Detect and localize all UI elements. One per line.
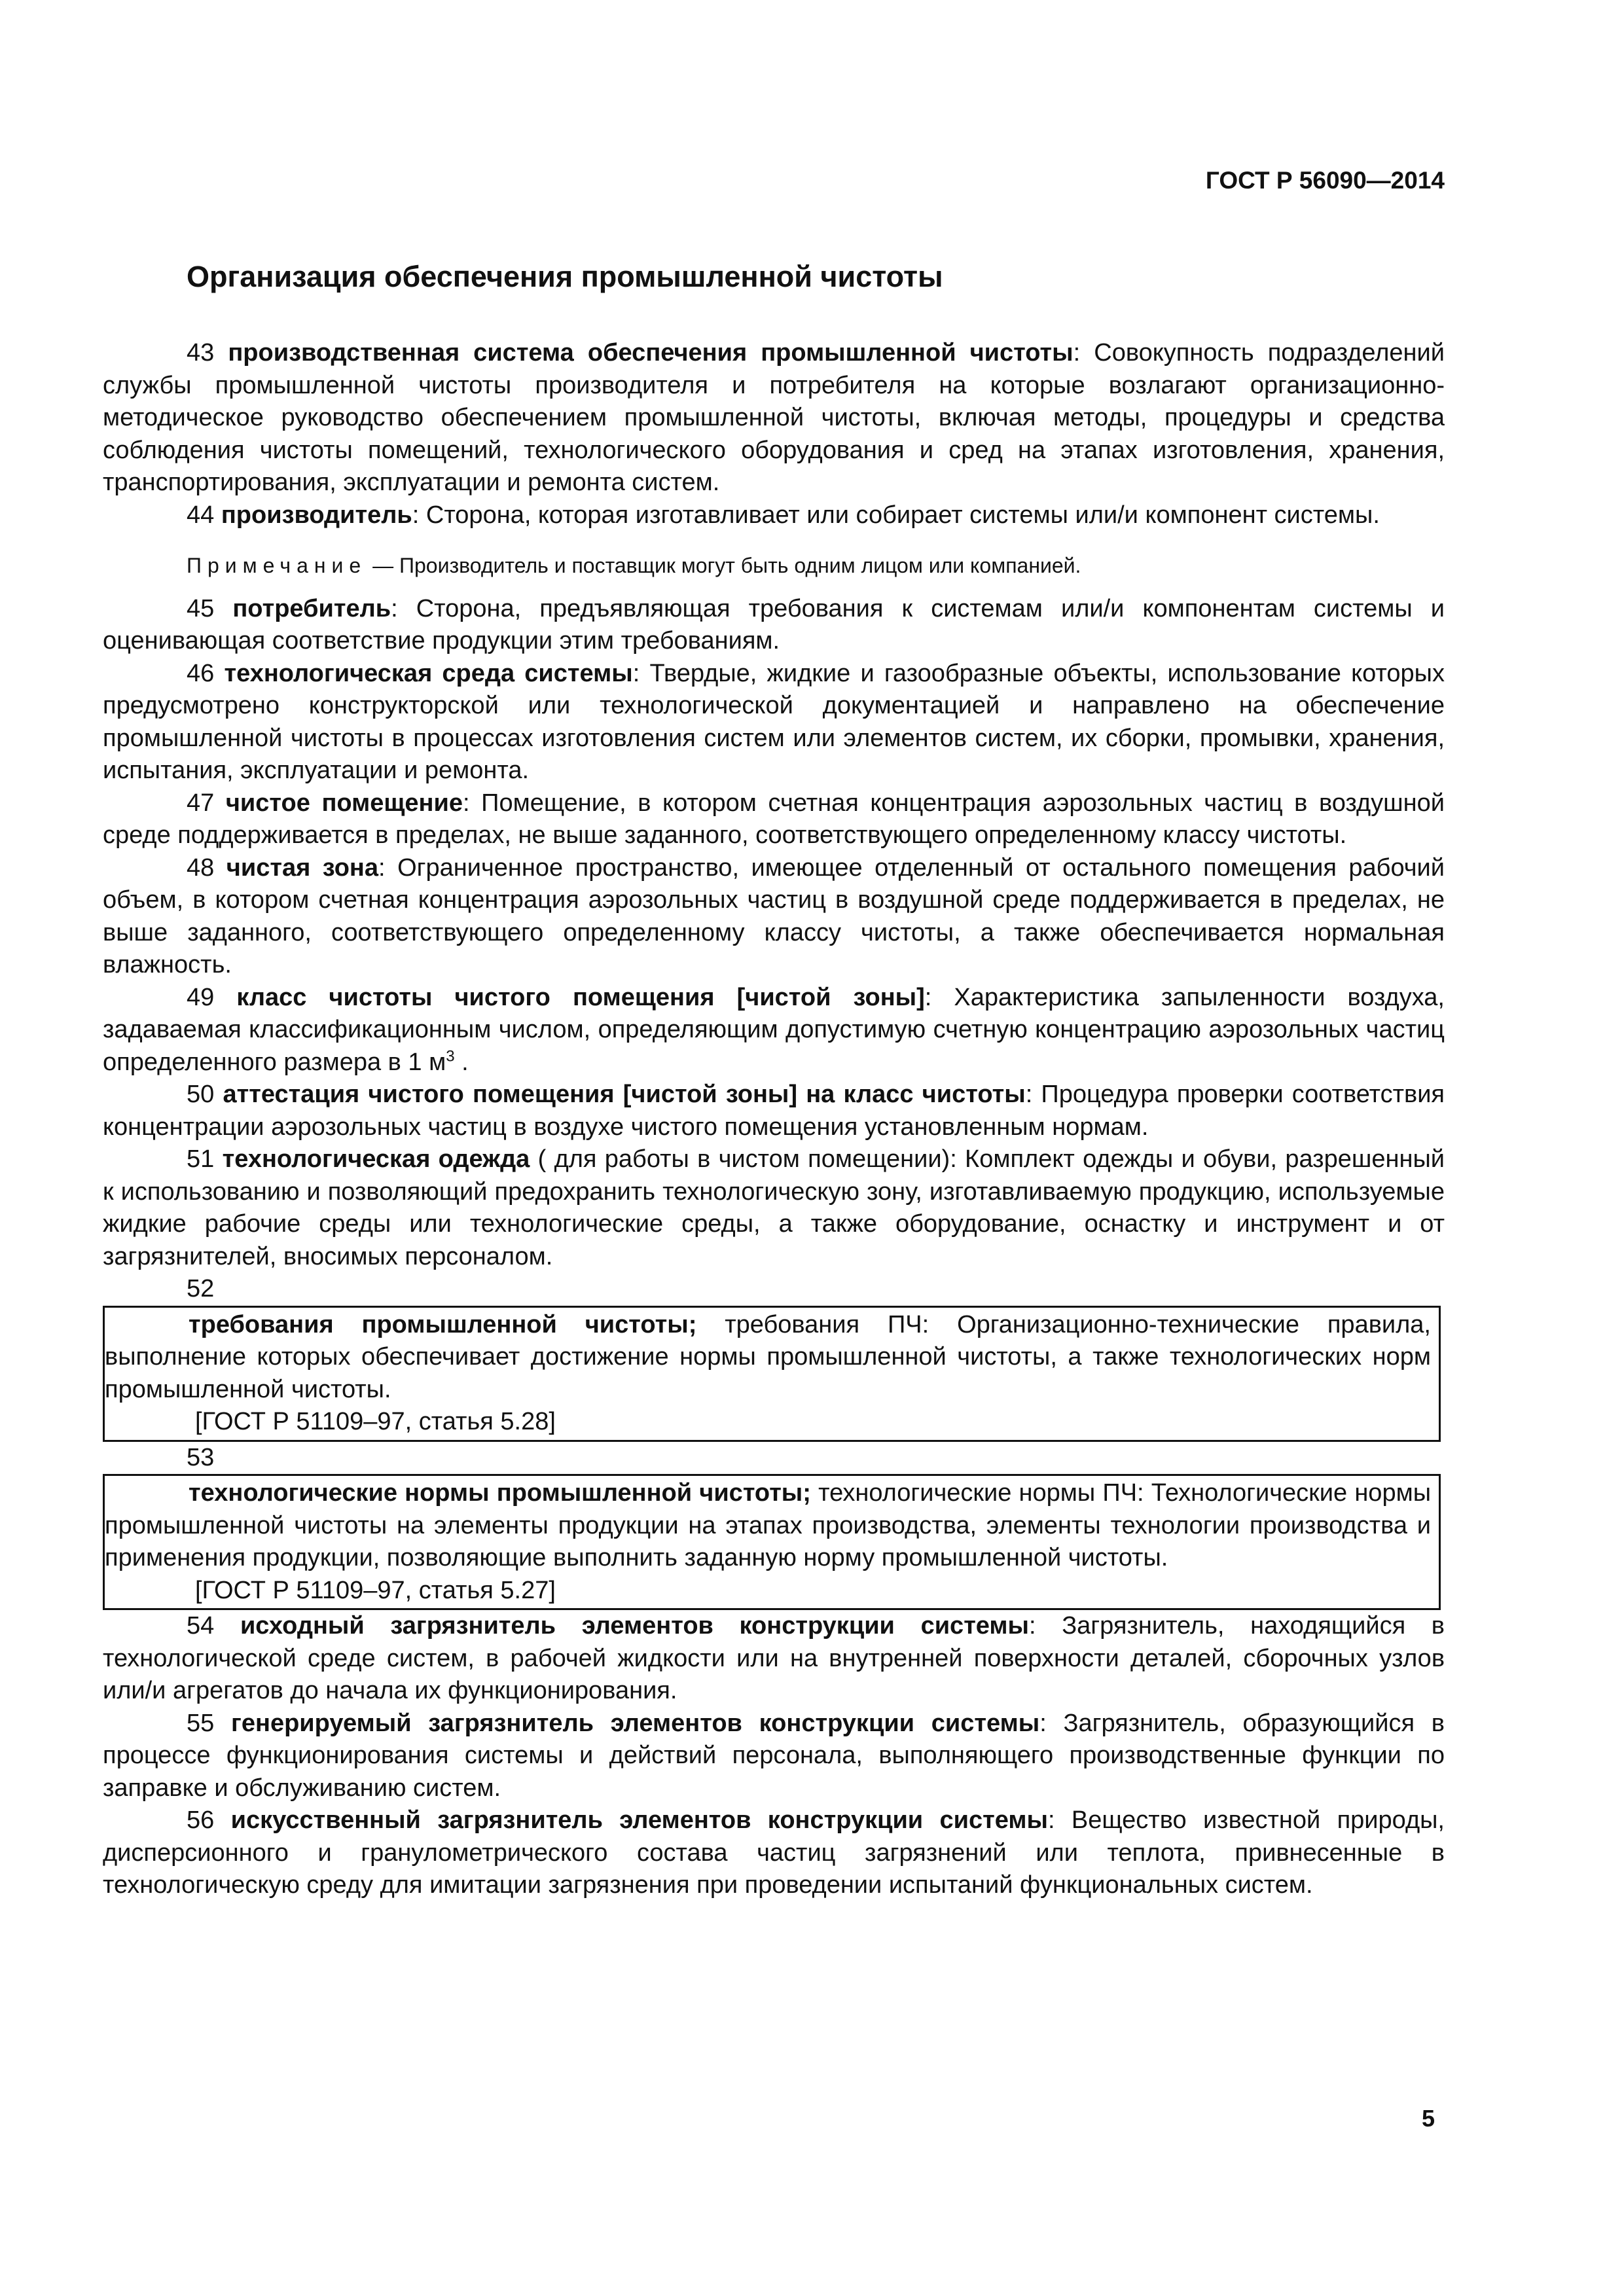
note-text: — Производитель и поставщик могут быть одним лицом или компанией. <box>367 554 1081 577</box>
superscript: 3 <box>446 1047 455 1065</box>
term: исходный загрязнитель элементов конструкции системы <box>240 1612 1029 1640</box>
entry-56: 56 искусственный загрязнитель элементов конструкции системы: Вещество известной природы, дисперсионного и гранулометрического состава частиц загрязнений или теплота, привнесенные в технологическую среду для имитации загрязнения при проведении испытаний функциональных систем. <box>103 1806 1445 1899</box>
entry-46: 46 технологическая среда системы: Твердые, жидкие и газообразные объекты, использование которых предусмотрено конструкторской или технологической документацией и направлено на обеспечение промышленной чистоты в процессах изготовления систем или элементов систем, их сборки, промывки, хранения, испытания, эксплуатации и ремонта. <box>103 659 1445 784</box>
note <box>103 550 1445 583</box>
entry-43: 43 производственная система обеспечения промышленной чистоты: Совокупность подразделений службы промышленной чистоты производителя и потребителя на которые возлагают организационно-методическое руководство обеспечением промышленной чистоты, включая методы, процедуры и средства соблюдения чистоты помещений, технологического оборудования и сред на этапах изготовления, хранения, транспортирования, эксплуатации и ремонта систем. <box>103 339 1445 496</box>
term: искусственный загрязнитель элементов конструкции системы <box>230 1806 1048 1834</box>
entry-53: технологические нормы промышленной чистоты; технологические нормы ПЧ: Технологические нормы промышленной чистоты на элементы продукции на этапах производства, элементы технологии производства и применения продукции, позволяющие выполнить заданную норму промышленной чистоты. <box>105 1479 1432 1571</box>
term: генерируемый загрязнитель элементов конструкции системы <box>231 1709 1040 1737</box>
source-reference: [ГОСТ Р 51109–97, статья 5.28] <box>195 1408 556 1435</box>
section-title: Организация обеспечения промышленной чистоты <box>187 260 943 293</box>
term: технологические нормы промышленной чистоты; <box>189 1479 811 1507</box>
term: требования промышленной чистоты; <box>189 1310 697 1338</box>
term: производственная система обеспечения промышленной чистоты <box>228 339 1074 367</box>
note-label: Примечание <box>187 554 367 577</box>
entry-51: 51 технологическая одежда ( для работы в чистом помещении): Комплект одежды и обуви, разрешенный к использованию и позволяющий предохранить технологическую зону, изготавливаемую продукцию, используемые жидкие рабочие среды или технологические среды, а также оборудование, оснастку и инструмент и от загрязнителей, вносимых персоналом. <box>103 1145 1445 1270</box>
term: потребитель <box>232 594 391 622</box>
term: технологическая одежда <box>222 1145 530 1173</box>
term: чистая зона <box>226 853 379 882</box>
entry-47: 47 чистое помещение: Помещение, в котором счетная концентрация аэрозольных частиц в воздушной среде поддерживается в пределах, не выше заданного, соответствующего определенному классу чистоты. <box>103 789 1445 849</box>
term: аттестация чистого помещения [чистой зоны] на класс чистоты <box>223 1081 1026 1108</box>
boxed-entry-53 <box>103 1474 1441 1610</box>
document-code: ГОСТ Р 56090—2014 <box>1205 167 1445 194</box>
term: чистое помещение <box>225 789 463 817</box>
entry-53-number: 53 <box>187 1443 215 1471</box>
entry-50: 50 аттестация чистого помещения [чистой зоны] на класс чистоты: Процедура проверки соответствия концентрации аэрозольных частиц в воздухе чистого помещения установленным нормам. <box>103 1081 1445 1141</box>
document-body <box>103 337 1445 1902</box>
term: производитель <box>221 501 412 529</box>
entry-48: 48 чистая зона: Ограниченное пространство, имеющее отделенный от остального помещения рабочий объем, в котором счетная концентрация аэрозольных частиц в воздушной среде поддерживается в пределах, не выше заданного, соответствующего определенному классу чистоты, а также обеспечивается нормальная влажность. <box>103 853 1445 978</box>
term: класс чистоты чистого помещения [чистой зоны] <box>236 983 925 1011</box>
page-number: 5 <box>1421 2105 1435 2132</box>
entry-52: требования промышленной чистоты; требования ПЧ: Организационно-технические правила, выполнение которых обеспечивает достижение нормы промышленной чистоты, а также технологических норм промышленной чистоты. <box>105 1310 1431 1403</box>
source-reference: [ГОСТ Р 51109–97, статья 5.27] <box>195 1576 556 1604</box>
entry-52-number: 52 <box>187 1275 215 1302</box>
entry-55: 55 генерируемый загрязнитель элементов конструкции системы: Загрязнитель, образующийся в процессе функционирования системы и действий персонала, выполняющего производственные функции по заправке и обслуживанию систем. <box>103 1709 1445 1802</box>
entry-45: 45 потребитель: Сторона, предъявляющая требования к системам или/и компонентам системы и оценивающая соответствие продукции этим требованиям. <box>103 594 1445 655</box>
entry-54: 54 исходный загрязнитель элементов конструкции системы: Загрязнитель, находящийся в технологической среде систем, в рабочей жидкости или на внутренней поверхности деталей, сборочных узлов или/и агрегатов до начала их функционирования. <box>103 1612 1445 1704</box>
boxed-entry-52 <box>103 1306 1441 1442</box>
entry-44: 44 производитель: Сторона, которая изготавливает или собирает системы или/и компонент системы. <box>187 501 1380 529</box>
term: технологическая среда системы <box>224 659 633 687</box>
entry-49: 49 класс чистоты чистого помещения [чистой зоны]: Характеристика запыленности воздуха, задаваемая классификационным числом, определяющим допустимую счетную концентрацию аэрозольных частиц определенного размера в 1 $м^3$ . <box>103 983 1445 1076</box>
